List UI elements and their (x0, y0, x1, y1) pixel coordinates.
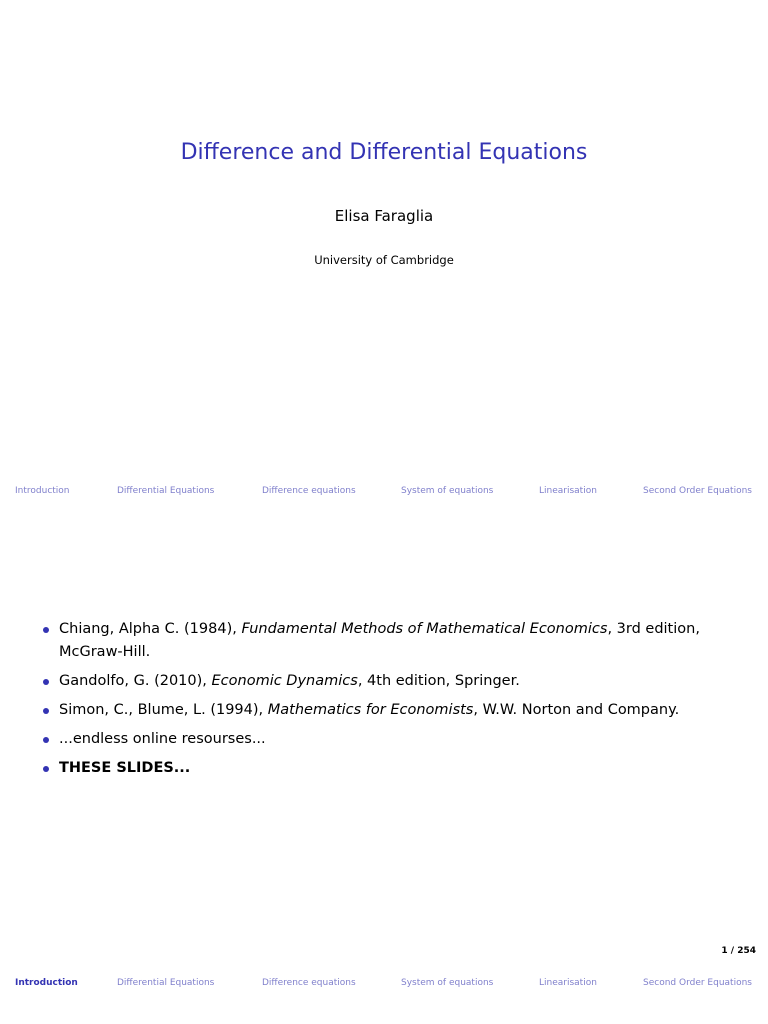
nav-differential-equations[interactable]: Differential Equations (117, 978, 215, 988)
nav-system-of-equations[interactable]: System of equations (401, 486, 494, 496)
reference-item: THESE SLIDES... (40, 757, 730, 780)
nav-difference-equations[interactable]: Difference equations (262, 486, 356, 496)
nav-linearisation[interactable]: Linearisation (539, 486, 597, 496)
presentation-title: Difference and Differential Equations (180, 140, 588, 165)
reference-item: Chiang, Alpha C. (1984), Fundamental Methods of Mathematical Economics, 3rd edition, McGraw-Hill. (40, 618, 730, 664)
page-number: 1 / 254 (721, 946, 756, 956)
nav-second-order-equations[interactable]: Second Order Equations (643, 486, 752, 496)
bullet-icon (43, 737, 49, 743)
bullet-icon (43, 708, 49, 714)
bullet-icon (43, 679, 49, 685)
bullet-icon (43, 627, 49, 633)
reference-list (40, 618, 730, 786)
nav-system-of-equations[interactable]: System of equations (401, 978, 494, 988)
nav-difference-equations[interactable]: Difference equations (262, 978, 356, 988)
section-navbar (0, 486, 768, 500)
nav-differential-equations[interactable]: Differential Equations (117, 486, 215, 496)
reference-item: Simon, C., Blume, L. (1994), Mathematics for Economists, W.W. Norton and Company. (40, 699, 730, 722)
reference-item: ...endless online resourses... (40, 728, 730, 751)
author-name: Elisa Faraglia (334, 207, 434, 225)
nav-second-order-equations[interactable]: Second Order Equations (643, 978, 752, 988)
reference-item: Gandolfo, G. (2010), Economic Dynamics, 4th edition, Springer. (40, 670, 730, 693)
nav-linearisation[interactable]: Linearisation (539, 978, 597, 988)
bullet-icon (43, 766, 49, 772)
institute-name: University of Cambridge (314, 253, 454, 267)
references-slide (0, 512, 768, 1024)
section-navbar (0, 978, 768, 992)
nav-introduction[interactable]: Introduction (15, 486, 70, 496)
nav-introduction[interactable]: Introduction (15, 978, 78, 988)
